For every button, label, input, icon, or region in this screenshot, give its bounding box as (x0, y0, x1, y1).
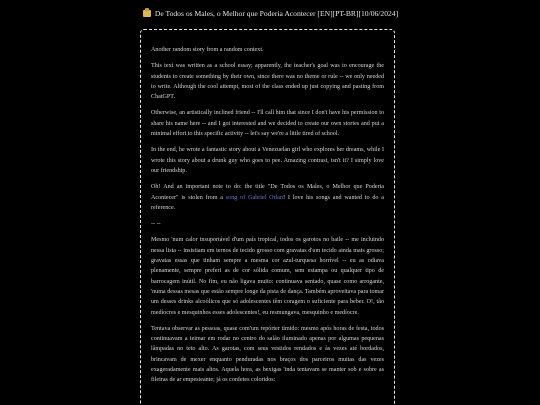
story-paragraph-4-after: ! I love his songs and wanted to do a reference. (151, 194, 384, 211)
story-paragraph-1: This text was written as a school essay; apparently, the teacher's goal was to encourage the students to create something by their own, since there was no theme or rule -- we only needed to write. Although the cool attempt, most of the class ended up just copying and pasting from ChatGPT. (151, 63, 384, 101)
story-pt-paragraph-2: Tentava observar as pessoas, quase com'um repórter tímido: mesmo após horas de festa, todos continuavam a teimar em rodar no centro do salão iluminado apenas por algumas pequenas lâmpadas no teto alto. As garotas, com seus vestidos rendados e às vezes até bordados, brincavam de mexer enquanto penduradas nos braços dos parceiros muitas das vezes exageradamente mais altos. Aquela hora, as bexigas 'inda tentavam se manter sob e sobre as fileiras de ar empesteante; já os confetes coloridos: (151, 325, 384, 384)
story-paragraph-4 (151, 182, 384, 213)
story-separator: -- -- (151, 221, 161, 228)
story-title: De Todos os Males, o Melhor que Poderia Acontecer [EN][PT-BR][10/06/2024] (154, 9, 399, 18)
story-body (141, 30, 394, 386)
story-pt-paragraph-1: Mesmo 'num calor insuportável d'um país tropical, todos os garotos no baile -- me incluindo nessa lista -- insistiam em ternos de tecido grosso com gravatas d'um tecido ainda mais grosso; gravatas essas que tinham sempre a mesma cor azul-turquesa horrível -- eu as odiava plenamente, sempre preferi as de cor sólida comum, sem estampa ou qualquer tipo de barrocagem inútil. No fim, eu não ligava muito: continuava sentado, quase como arrogante, 'numa dessas mesas que estão sempre longe da pista de dança. Também aproveitava para tomar um desses drinks alcoólicos que só adolescentes têm coragem o suficiente para beber. O!, tão medíocres e mesquinhos esses adolescentes!, eu resmungava, mesquinho e medíocre. (151, 237, 384, 316)
story-paragraph-3: In the end, he wrote a fantastic story about a Venezuelan girl who explores her dreams, while I wrote this story about a drunk guy who goes to pee. Amazing contrast, isn't it? I simply love our friendship. (151, 147, 384, 174)
song-link[interactable]: song of Gabriel Orlan (225, 194, 284, 201)
clipboard-icon (142, 8, 152, 18)
story-title-bar (0, 8, 540, 20)
story-paragraph-4-before: Oh! And an important note to do: the title "De Todos os Males, o Melhor que Poderia Acontecer" is stolen from a (151, 184, 384, 201)
story-intro: Another random story from a random context. (151, 47, 264, 53)
story-paragraph-2: Otherwise, an artistically inclined friend -- I'll call him that since I don't have his permission to share his name here -- and I got interested and we decided to create our own stories and put a minimal effort to this specific activity -- let's say we're a little tired of school. (151, 110, 384, 138)
story-container[interactable] (140, 29, 395, 405)
